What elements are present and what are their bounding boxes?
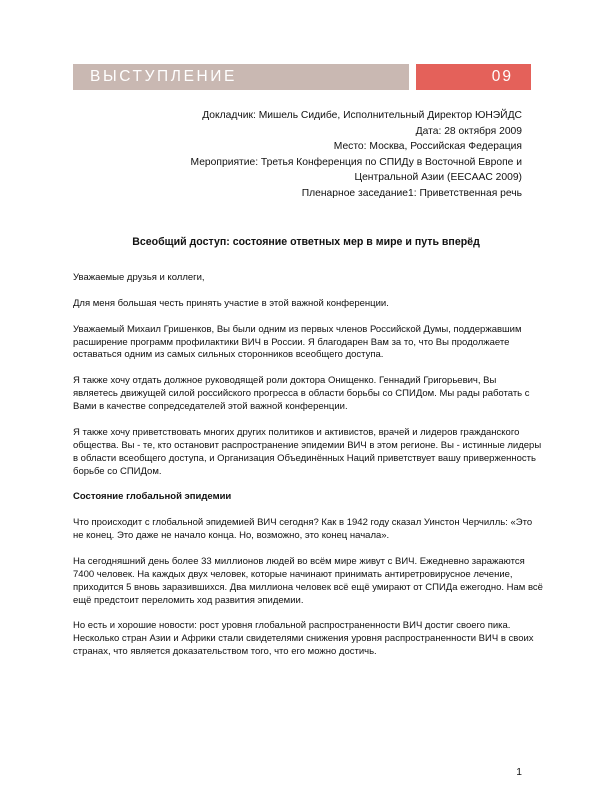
banner-title-bar	[73, 64, 409, 90]
paragraph: Для меня большая честь принять участие в этой важной конференции.	[73, 297, 389, 309]
paragraph: Что происходит с глобальной эпидемией ВИЧ сегодня? Как в 1942 году сказал Уинстон Черчилль: «Это не конец. Это даже не начало конца. Но, возможно, это конец начала».	[73, 517, 533, 542]
speaker-line: Докладчик: Мишель Сидибе, Исполнительный Директор ЮНЭЙДС	[202, 110, 522, 121]
paragraph: Я также хочу приветствовать многих других политиков и активистов, врачей и лидеров гражданского общества. Вы - те, кто остановит распространение эпидемии ВИЧ в этом регионе. Вы - истинные лидеры в области всеобщего доступа, и Организация Объединённых Наций приветствует вашу приверженность борьбе со СПИДом.	[73, 426, 542, 477]
paragraph: Уважаемые друзья и коллеги,	[73, 272, 205, 283]
section-heading: Состояние глобальной эпидемии	[73, 491, 232, 503]
banner-divider	[409, 64, 416, 90]
paragraph: Но есть и хорошие новости: рост уровня глобальной распространенности ВИЧ достиг своего пика. Несколько стран Азии и Африки стали свидетелями снижения уровня распространенности ВИЧ в своих странах, что является доказательством того, что его можно достичь.	[73, 620, 534, 658]
event-line-1: Мероприятие: Третья Конференция по СПИДу в Восточной Европе и	[190, 156, 522, 168]
banner-number: 09	[491, 68, 513, 85]
date-line: Дата: 28 октября 2009	[415, 125, 522, 137]
section-banner	[73, 64, 531, 90]
banner-title: ВЫСТУПЛЕНИЕ	[90, 68, 237, 85]
speech-body	[73, 272, 543, 672]
banner-number-box	[416, 64, 531, 90]
speech-details	[191, 108, 522, 202]
event-line-2: Центральной Азии (EECAAC 2009)	[354, 172, 522, 184]
paragraph: На сегодняшний день более 33 миллионов людей во всём мире живут с ВИЧ. Ежедневно заражаются 7400 человек. На каждых двух человек, которые начинают принимать антиретровирусное лечение, приходится 5 вновь заразившихся. Два миллиона человек всё ещё умирают от СПИДа ежегодно. Нам всё ещё предстоит переломить ход развития эпидемии.	[73, 555, 543, 606]
paragraph: Я также хочу отдать должное руководящей роли доктора Онищенко. Геннадий Григорьевич, Вы являетесь движущей силой российского прогресса в области борьбы со СПИДом. Мы рады работать с Вами в качестве сопредседателей этой важной конференции.	[73, 375, 530, 413]
session-line: Пленарное заседание1: Приветственная речь	[301, 187, 522, 199]
place-line: Место: Москва, Российская Федерация	[333, 141, 522, 153]
document-title: Всеобщий доступ: состояние ответных мер в мире и путь вперёд	[132, 236, 480, 248]
paragraph: Уважаемый Михаил Гришенков, Вы были одним из первых членов Российской Думы, поддержавшим расширение программ профилактики ВИЧ в России. Я благодарен Вам за то, что Вы продолжаете оставаться одним из самых сильных сторонников всеобщего доступа.	[73, 323, 522, 361]
page-number: 1	[516, 767, 522, 778]
